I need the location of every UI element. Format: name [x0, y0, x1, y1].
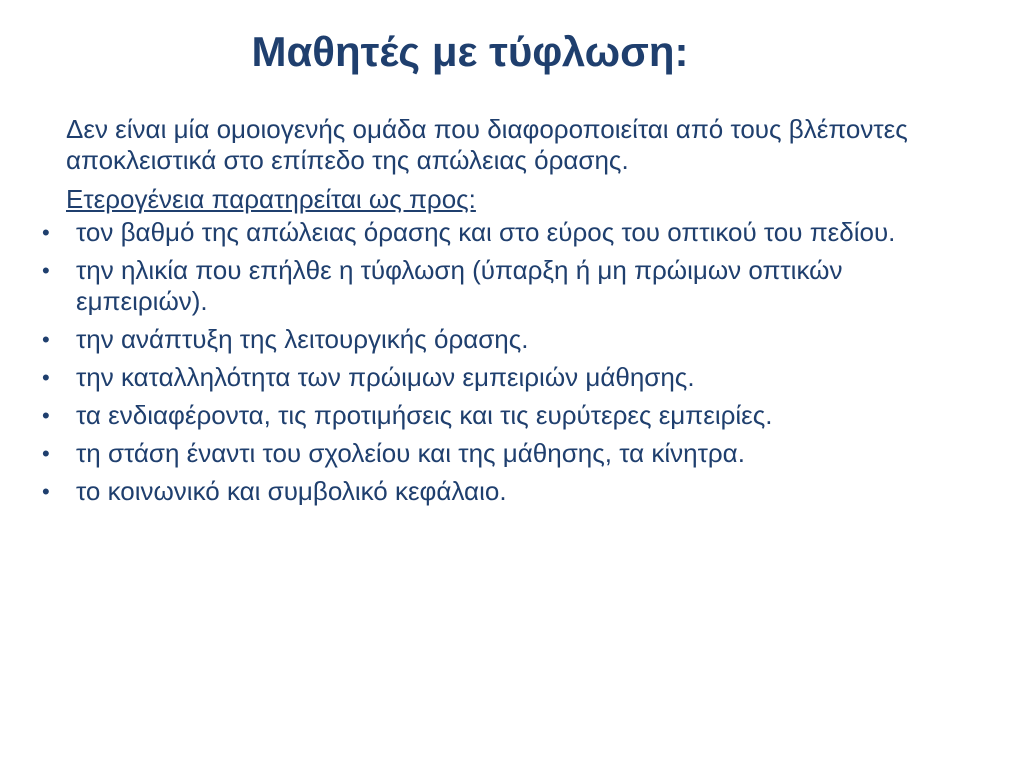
bullet-item	[42, 400, 946, 431]
bullet-text: την καταλληλότητα των πρώιμων εμπειριών μάθησης.	[76, 362, 695, 392]
bullet-item	[42, 324, 946, 355]
bullet-item	[42, 217, 946, 248]
bullet-text: την ανάπτυξη της λειτουργικής όρασης.	[76, 324, 529, 354]
bullet-text: τον βαθμό της απώλειας όρασης και στο εύρος του οπτικού του πεδίου.	[76, 217, 896, 247]
bullet-icon: •	[42, 403, 50, 428]
bullet-icon: •	[42, 479, 50, 504]
bullet-list	[42, 217, 946, 507]
bullet-icon: •	[42, 220, 50, 245]
bullet-icon: •	[42, 441, 50, 466]
bullet-item	[42, 476, 946, 507]
bullet-icon: •	[42, 258, 50, 283]
bullet-text: τη στάση έναντι του σχολείου και της μάθησης, τα κίνητρα.	[76, 438, 745, 468]
slide-content	[42, 114, 946, 514]
bullet-item	[42, 438, 946, 469]
bullet-item	[42, 255, 946, 317]
bullet-text: τα ενδιαφέροντα, τις προτιμήσεις και τις ευρύτερες εμπειρίες.	[76, 400, 773, 430]
bullet-icon: •	[42, 327, 50, 352]
bullet-text: την ηλικία που επήλθε η τύφλωση (ύπαρξη ή μη πρώιμων οπτικών εμπειριών).	[76, 255, 843, 316]
bullet-text: το κοινωνικό και συμβολικό κεφάλαιο.	[76, 476, 507, 506]
intro-paragraph: Δεν είναι μία ομοιογενής ομάδα που διαφοροποιείται από τους βλέποντες αποκλειστικά στο επίπεδο της απώλειας όρασης.	[66, 114, 908, 175]
subheading: Ετερογένεια παρατηρείται ως προς:	[66, 184, 476, 214]
bullet-item	[42, 362, 946, 393]
slide-title: Μαθητές με τύφλωση:	[251, 28, 689, 75]
bullet-icon: •	[42, 365, 50, 390]
